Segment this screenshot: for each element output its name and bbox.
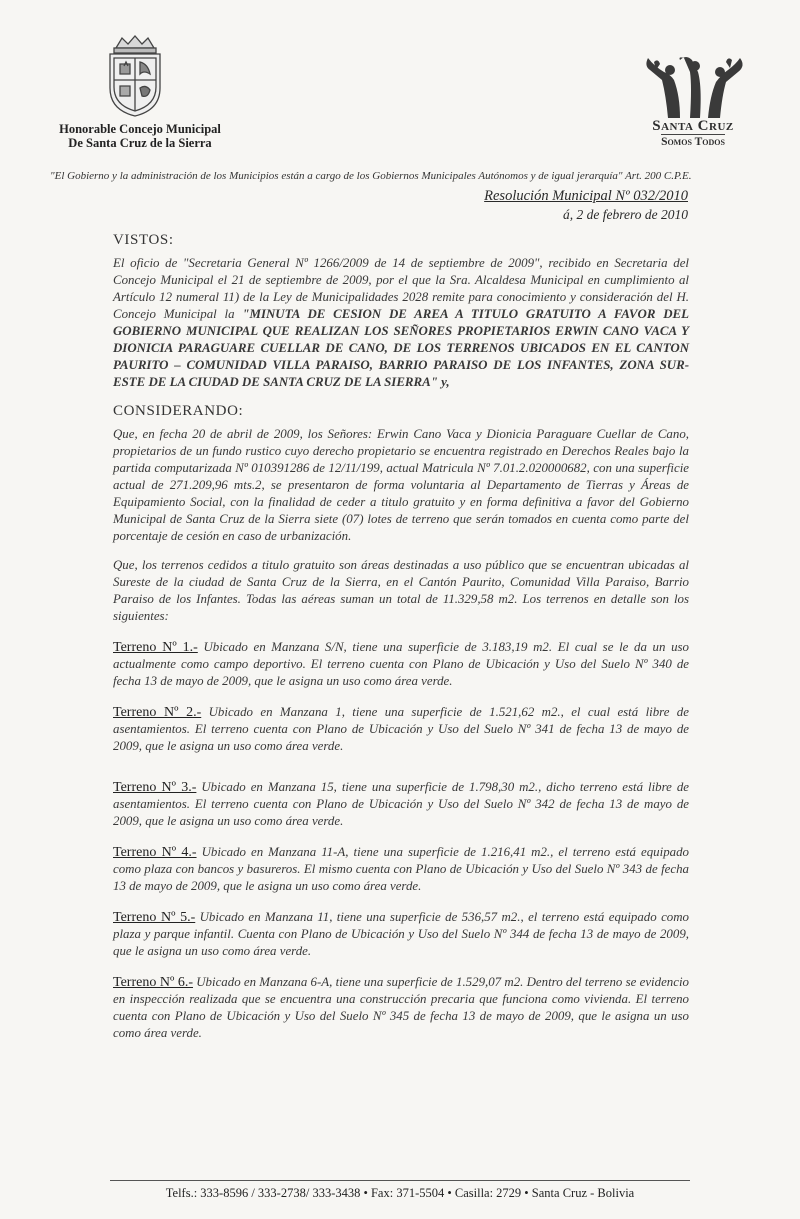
terreno-6-text: Ubicado en Manzana 6-A, tiene una superficie de 1.529,07 m2. Dentro del terreno se evidencio en inspección realizada que se encuentra una construcción precaria que funciona como vivienda. El terreno cuenta con Plano de Ubicación y Uso del Suelo Nº 345 de fecha 13 de mayo de 2009, que le asigna un uso como área verde. (113, 975, 689, 1040)
terreno-5-label: Terreno Nº 5.- (113, 910, 196, 925)
terreno-6-label: Terreno Nº 6.- (113, 975, 193, 990)
document-date: á, 2 de febrero de 2010 (563, 207, 688, 222)
organization-name-line2: De Santa Cruz de la Sierra (68, 136, 212, 150)
terreno-1-text: Ubicado en Manzana S/N, tiene una superficie de 3.183,19 m2. El cual se le da un uso actualmente como campo deportivo. El terreno cuenta con Plano de Ubicación y Uso del Suelo Nº 340 de fecha 13 de mayo de 2009, que le asigna un uso como área verde. (113, 640, 689, 688)
terreno-3-label: Terreno Nº 3.- (113, 780, 197, 795)
terreno-3 (113, 779, 689, 830)
organization-name (40, 122, 240, 150)
terreno-1-label: Terreno Nº 1.- (113, 640, 198, 655)
terreno-4 (113, 844, 689, 895)
coat-of-arms-icon (104, 34, 166, 118)
terreno-4-label: Terreno Nº 4.- (113, 845, 197, 860)
terreno-2-text: Ubicado en Manzana 1, tiene una superficie de 1.521,62 m2., el cual está libre de asentamientos. El terreno cuenta con Plano de Ubicación y Uso del Suelo Nº 341 de fecha 13 de mayo de 2009, que le asigna un uso como área verde. (113, 705, 689, 753)
terreno-1 (113, 639, 689, 690)
terreno-6 (113, 974, 689, 1042)
terreno-2-label: Terreno Nº 2.- (113, 705, 202, 720)
vistos-text: El oficio de "Secretaria General Nº 1266/2009 de 14 de septiembre de 2009", recibido en Secretaria del Concejo Municipal el 21 de septiembre de 2009, por el que la Sra. Alcaldesa Municipal en cumplimiento al Artículo 12 numeral 11) de la Ley de Municipalidades 2028 remite para conocimiento y consideración del H. Concejo Municipal la (113, 256, 689, 321)
logo-title: Santa Cruz (652, 118, 734, 134)
santa-cruz-logo-icon (640, 56, 750, 120)
resolution-number (484, 188, 688, 205)
terreno-2 (113, 704, 689, 755)
logo-subtitle-text: Somos Todos (661, 136, 725, 148)
logo-subtitle (618, 136, 768, 148)
terreno-3-text: Ubicado en Manzana 15, tiene una superficie de 1.798,30 m2., dicho terreno está libre de asentamientos. El terreno cuenta con Plano de Ubicación y Uso del Suelo Nº 342 de fecha 13 de mayo de 2009, que le asigna un uso como área verde. (113, 780, 689, 828)
vistos-heading: VISTOS: (113, 232, 174, 248)
considerando-paragraph-1: Que, en fecha 20 de abril de 2009, los Señores: Erwin Cano Vaca y Dionicia Paraguare Cuellar de Cano, propietarios de un fundo rustico cuyo derecho propietario se encuentra registrado en Derechos Reales bajo la partida computarizada Nº 010391286 de 12/11/199, actual Matricula Nº 7.01.2.020000682, con una superficie actual de 271.209,96 mts.2, se presentaron de forma voluntaria al Departamento de Tierras y Áreas de Equipamiento Social, con la finalidad de ceder a titulo gratuito y en forma definitiva a favor del Gobierno Municipal de Santa Cruz de la Sierra siete (07) lotes de terreno que serán tomados en cuenta como parte del porcentaje de cesión en caso de urbanización. (113, 427, 689, 543)
vistos-title-caps: "MINUTA DE CESION DE AREA A TITULO GRATUITO A FAVOR DEL GOBIERNO MUNICIPAL QUE REALIZAN LOS SEÑORES PROPIETARIOS ERWIN CANO VACA Y DIONICIA PARAGUARE CUELLAR DE CANO, DE LOS TERRENOS UBICADOS EN EL CANTON PAURITO – COMUNIDAD VILLA PARAISO, BARRIO PARAISO DE LOS INFANTES, ZONA SUR-ESTE DE LA CIUDAD DE SANTA CRUZ DE LA SIERRA" y, (113, 307, 689, 389)
terreno-5 (113, 909, 689, 960)
resolution-label: Resolución Municipal Nº 032/2010 (484, 188, 688, 204)
considerando-heading: CONSIDERANDO: (113, 403, 244, 419)
vistos-paragraph (113, 255, 689, 391)
document-body (113, 232, 689, 1042)
constitution-quote: "El Gobierno y la administración de los Municipios están a cargo de los Gobiernos Municipales Autónomos y de igual jerarquía" Art. 200 C.P.E. (50, 170, 692, 182)
footer-contact: Telfs.: 333-8596 / 333-2738/ 333-3438 • Fax: 371-5504 • Casilla: 2729 • Santa Cruz - Bolivia (165, 1186, 635, 1200)
organization-name-line1: Honorable Concejo Municipal (59, 122, 221, 136)
considerando-paragraph-2: Que, los terrenos cedidos a titulo gratuito son áreas destinadas a uso público que se encuentran ubicadas al Sureste de la ciudad de Santa Cruz de la Sierra, en el Cantón Paurito, Comunidad Villa Paraiso, Barrio Paraiso de los Infantes. Todas las aéreas suman un total de 11.329,58 m2. Los terrenos en detalle son los siguientes: (113, 558, 689, 623)
terreno-5-text: Ubicado en Manzana 11, tiene una superficie de 536,57 m2., el terreno está equipado como plaza y parque infantil. Cuenta con Plano de Ubicación y Uso del Suelo Nº 344 de fecha 13 de mayo de 2009, que le asigna un uso como área verde. (113, 910, 689, 958)
terreno-4-text: Ubicado en Manzana 11-A, tiene una superficie de 1.216,41 m2., el terreno está equipado como plaza con bancos y basureros. El mismo cuenta con Plano de Ubicación y Uso del Suelo Nº 343 de fecha 13 de mayo de 2009, que le asigna un uso como área verde. (113, 845, 689, 893)
footer-divider (110, 1180, 690, 1181)
